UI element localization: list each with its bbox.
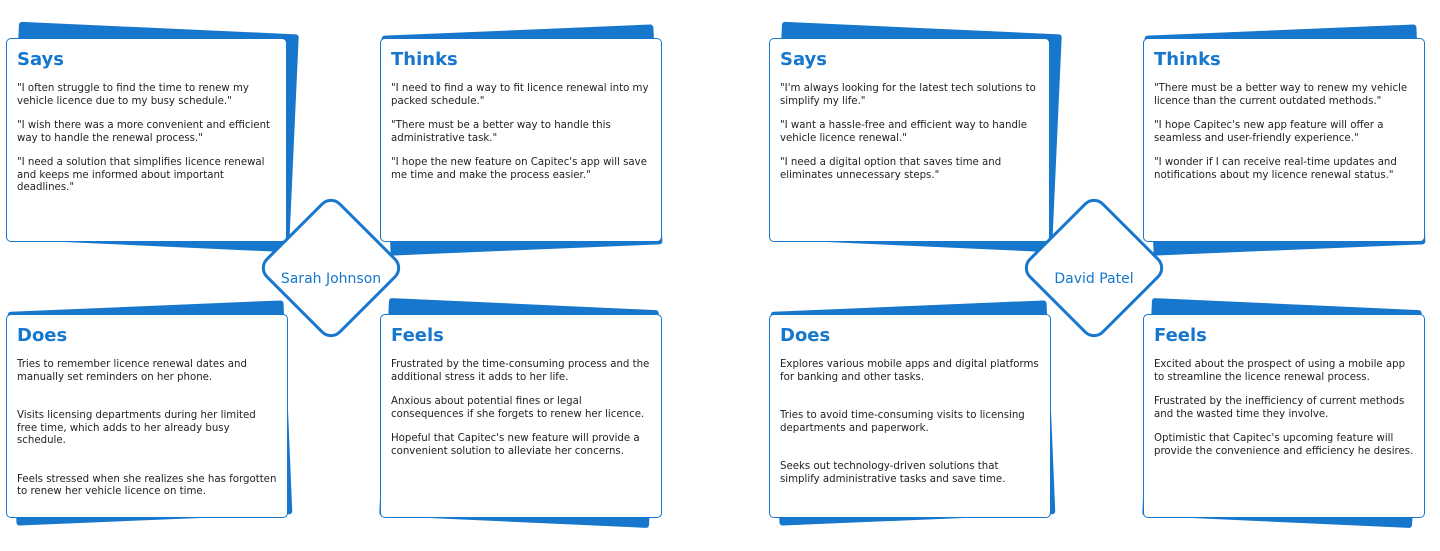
- says-item: "I wish there was a more convenient and efficient way to handle the renewal process.": [17, 120, 271, 144]
- says-title: Says: [780, 49, 828, 70]
- does-title: Does: [780, 325, 831, 346]
- thinks-item: "I wonder if I can receive real-time updates and notifications about my licence renewal status.": [1154, 157, 1397, 181]
- does-item: Feels stressed when she realizes she has forgotten to renew her vehicle licence on time.: [17, 473, 277, 497]
- feels-card: [380, 314, 662, 518]
- feels-title: Feels: [391, 325, 444, 346]
- thinks-card: [380, 38, 662, 242]
- says-card: [769, 38, 1050, 242]
- says-title: Says: [17, 49, 65, 70]
- says-item: "I need a digital option that saves time and eliminates unnecessary steps.": [780, 157, 1002, 181]
- thinks-item: "There must be a better way to renew my vehicle licence than the current outdated methods.": [1154, 83, 1408, 107]
- does-item: Explores various mobile apps and digital platforms for banking and other tasks.: [780, 359, 1039, 383]
- feels-item: Optimistic that Capitec's upcoming feature will provide the convenience and efficiency he desires.: [1154, 433, 1414, 457]
- feels-item: Anxious about potential fines or legal consequences if she forgets to renew her licence.: [391, 396, 645, 420]
- feels-item: Frustrated by the inefficiency of current methods and the wasted time they involve.: [1154, 396, 1405, 420]
- feels-item: Frustrated by the time-consuming process and the additional stress it adds to her life.: [391, 359, 650, 383]
- feels-item: Hopeful that Capitec's new feature will provide a convenient solution to alleviate her concerns.: [391, 433, 640, 457]
- thinks-item: "I need to find a way to fit licence renewal into my packed schedule.": [391, 83, 649, 107]
- feels-item: Excited about the prospect of using a mobile app to streamline the licence renewal process.: [1154, 359, 1406, 383]
- does-title: Does: [17, 325, 68, 346]
- does-item: Tries to remember licence renewal dates and manually set reminders on her phone.: [17, 359, 247, 383]
- empathy-map-david: [763, 0, 1440, 551]
- says-card: [6, 38, 287, 242]
- thinks-card: [1143, 38, 1425, 242]
- does-card: [769, 314, 1051, 518]
- does-item: Visits licensing departments during her limited free time, which adds to her already busy schedule.: [17, 410, 256, 446]
- persona-name: David Patel: [1054, 271, 1134, 287]
- says-item: "I often struggle to find the time to renew my vehicle licence due to my busy schedule.": [17, 83, 249, 107]
- feels-card: [1143, 314, 1425, 518]
- says-item: "I'm always looking for the latest tech solutions to simplify my life.": [780, 83, 1036, 107]
- says-item: "I need a solution that simplifies licence renewal and keeps me informed about important deadlines.": [17, 157, 265, 193]
- feels-title: Feels: [1154, 325, 1207, 346]
- thinks-title: Thinks: [1154, 49, 1221, 70]
- does-item: Tries to avoid time-consuming visits to licensing departments and paperwork.: [780, 410, 1025, 434]
- thinks-item: "There must be a better way to handle this administrative task.": [391, 120, 611, 144]
- does-item: Seeks out technology-driven solutions that simplify administrative tasks and save time.: [780, 461, 1006, 485]
- says-item: "I want a hassle-free and efficient way to handle vehicle licence renewal.": [780, 120, 1028, 144]
- thinks-title: Thinks: [391, 49, 458, 70]
- thinks-item: "I hope Capitec's new app feature will offer a seamless and user-friendly experience.": [1154, 120, 1384, 144]
- does-card: [6, 314, 288, 518]
- thinks-item: "I hope the new feature on Capitec's app will save me time and make the process easier.": [391, 157, 647, 181]
- persona-name: Sarah Johnson: [280, 271, 382, 287]
